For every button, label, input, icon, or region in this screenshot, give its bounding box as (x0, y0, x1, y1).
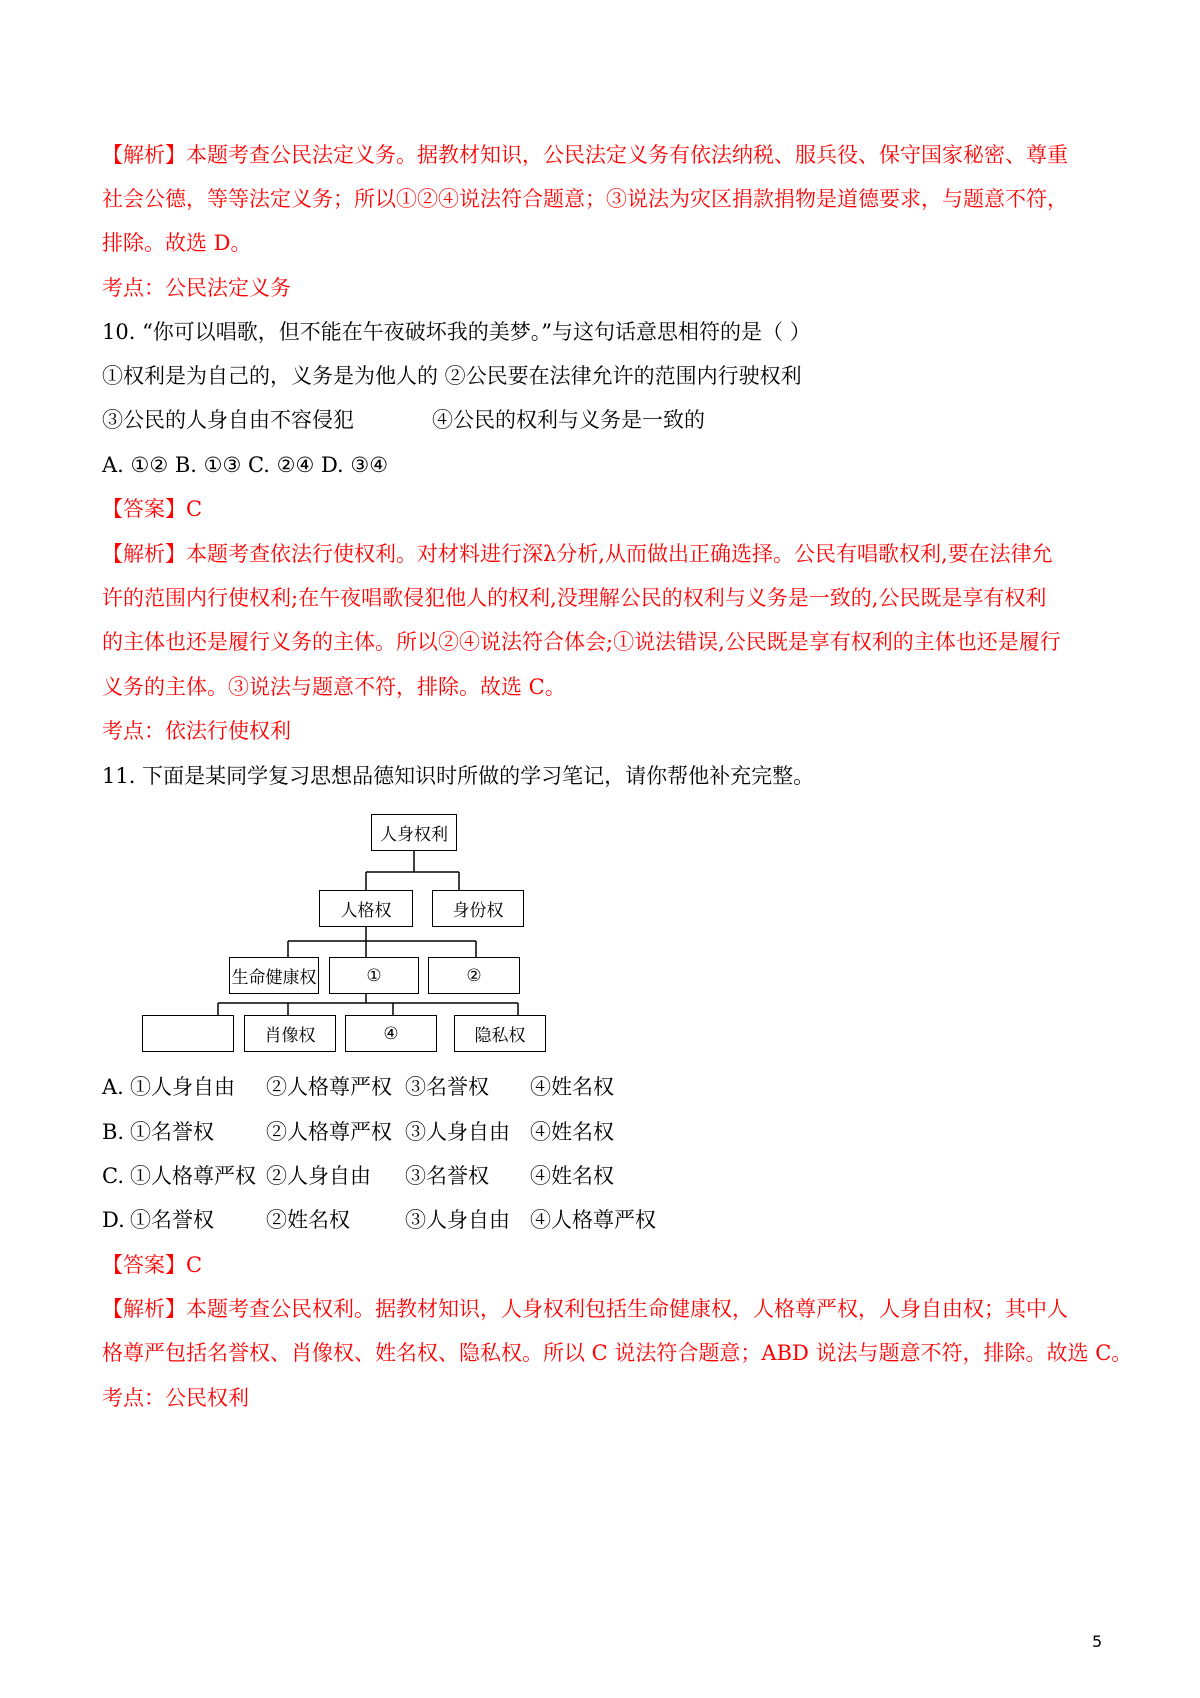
diagram-identity-rights-box: 身份权 (432, 890, 524, 927)
option-letter: A. (102, 1075, 124, 1099)
option-c1: ①名誉权 (130, 1120, 214, 1144)
diagram-root-box: 人身权利 (371, 814, 457, 851)
option-letter: D. (102, 1208, 125, 1232)
option-c1: ①人身自由 (130, 1075, 235, 1099)
option-c4: ④姓名权 (530, 1075, 614, 1099)
option-c3: ③人身自由 (405, 1208, 510, 1232)
option-letter: C. (102, 1164, 124, 1188)
q11-kaodian: 考点：公民权利 (102, 1386, 249, 1410)
option-c2: ②人格尊严权 (266, 1120, 392, 1144)
diagram-portrait-box: 肖像权 (244, 1015, 336, 1052)
option-c4: ④姓名权 (530, 1164, 614, 1188)
option-c1: ①人格尊严权 (130, 1164, 256, 1188)
diagram-life-health-box: 生命健康权 (229, 957, 319, 994)
q10-analysis-line-3: 的主体也还是履行义务的主体。所以②④说法符合体会;①说法错误,公民既是享有权利的主体也还是履行 (102, 630, 1061, 654)
q10-analysis-line-1: 【解析】本题考查依法行使权利。对材料进行深λ分析,从而做出正确选择。公民有唱歌权利,要在法律允 (102, 542, 1053, 566)
q11-analysis-line-1: 【解析】本题考查公民权利。据教材知识，人身权利包括生命健康权，人格尊严权，人身自由权；其中人 (102, 1297, 1068, 1321)
q9-analysis-line-1: 【解析】本题考查公民法定义务。据教材知识，公民法定义务有依法纳税、服兵役、保守国家秘密、尊重 (102, 143, 1068, 167)
option-c4: ④姓名权 (530, 1120, 614, 1144)
q11-answer: 【答案】C (102, 1253, 203, 1277)
q10-choices: A. ①② B. ①③ C. ②④ D. ③④ (102, 453, 389, 477)
q11-stem: 11. 下面是某同学复习思想品德知识时所做的学习笔记，请你帮他补充完整。 (102, 764, 815, 788)
q10-items-line-1: ①权利是为自己的，义务是为他人的 ②公民要在法律允许的范围内行驶权利 (102, 364, 802, 388)
option-c3: ③名誉权 (405, 1075, 489, 1099)
q10-item-3: ③公民的人身自由不容侵犯 (102, 408, 354, 432)
option-c4: ④人格尊严权 (530, 1208, 656, 1232)
diagram-blank-4-box: ④ (345, 1015, 437, 1052)
q9-kaodian: 考点：公民法定义务 (102, 276, 291, 300)
q9-analysis-line-2: 社会公德，等等法定义务；所以①②④说法符合题意；③说法为灾区捐款捐物是道德要求，与题意不符， (102, 187, 1068, 211)
option-c2: ②姓名权 (266, 1208, 350, 1232)
diagram-blank-1-box: ① (329, 957, 419, 994)
q11-analysis-line-2: 格尊严包括名誉权、肖像权、姓名权、隐私权。所以 C 说法符合题意；ABD 说法与题意不符，排除。故选 C。 (102, 1341, 1133, 1365)
option-c2: ②人格尊严权 (266, 1075, 392, 1099)
option-c3: ③人身自由 (405, 1120, 510, 1144)
q10-analysis-line-4: 义务的主体。③说法与题意不符，排除。故选 C。 (102, 675, 566, 699)
q10-kaodian: 考点：依法行使权利 (102, 719, 291, 743)
diagram-empty-box (142, 1015, 234, 1052)
page-number: 5 (1092, 1632, 1103, 1651)
q9-analysis-line-3: 排除。故选 D。 (102, 231, 252, 255)
option-c2: ②人身自由 (266, 1164, 371, 1188)
diagram-personality-rights-box: 人格权 (319, 890, 413, 927)
q10-answer: 【答案】C (102, 497, 203, 521)
q10-stem: 10. “你可以唱歌，但不能在午夜破坏我的美梦。”与这句话意思相符的是（ ） (102, 320, 811, 344)
diagram-privacy-box: 隐私权 (454, 1015, 546, 1052)
option-c1: ①名誉权 (130, 1208, 214, 1232)
option-letter: B. (102, 1120, 125, 1144)
diagram-blank-2-box: ② (428, 957, 520, 994)
q10-analysis-line-2: 许的范围内行使权利;在午夜唱歌侵犯他人的权利,没理解公民的权利与义务是一致的,公民既是享有权利 (102, 586, 1047, 610)
q10-item-4: ④公民的权利与义务是一致的 (432, 408, 705, 432)
option-c3: ③名誉权 (405, 1164, 489, 1188)
